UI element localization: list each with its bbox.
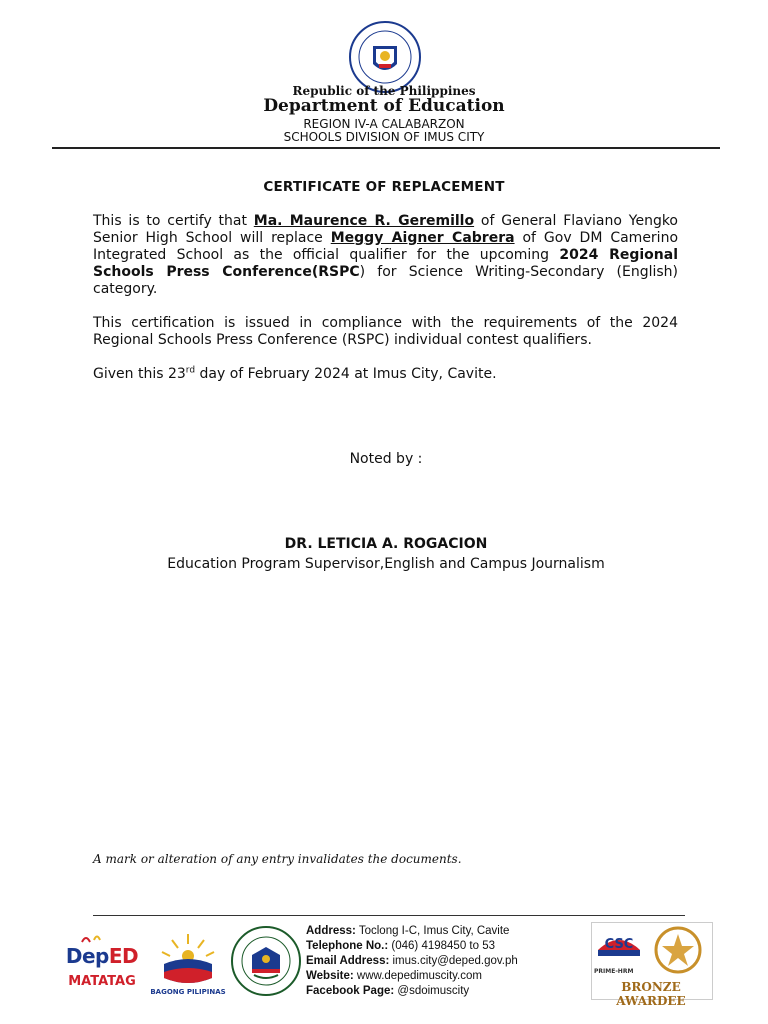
bagong-pilipinas-icon <box>150 928 226 990</box>
division-text: SCHOOLS DIVISION OF IMUS CITY <box>283 130 485 144</box>
p1-end: ) for Science Writing-Secondary (English) category. <box>93 264 679 297</box>
bagong-pilipinas-text: BAGONG PILIPINAS <box>150 988 226 996</box>
prime-hrm-text: PRIME-HRM <box>594 968 634 975</box>
facebook-line: Facebook Page: @sdoimuscity <box>306 985 470 997</box>
phone-line: Telephone No.: (046) 4198450 to 53 <box>306 940 495 952</box>
website-line: Website: www.depedimuscity.com <box>306 970 482 982</box>
matatag-logo: MATATAG <box>68 974 136 989</box>
region-text: REGION IV-A CALABARZON <box>303 117 465 131</box>
signatory-name: DR. LETICIA A. ROGACION <box>284 536 488 552</box>
ordinal-suffix: rd <box>185 365 196 376</box>
compliance-paragraph: This certification is issued in compliance with the requirements of the 2024 Regional Schools Press Conference (RSPC) individual contest qualifiers. <box>93 315 678 348</box>
p1-middle-1: of General Flaviano Yengko Senior High School will replace <box>93 213 678 246</box>
footer-divider <box>93 915 685 916</box>
division-seal-icon <box>230 925 302 997</box>
bronze-award-icon <box>650 924 706 976</box>
deped-seal-icon <box>348 20 422 94</box>
bronze-awardee-text: BRONZE AWARDEE <box>616 980 686 1008</box>
p1-middle-2: of Gov DM Camerino Integrated School as the official qualifier for the upcoming <box>93 230 679 263</box>
given-post: day of February 2024 at Imus City, Cavite. <box>195 366 497 382</box>
given-pre: Given this 23 <box>93 366 186 382</box>
address-line: Address: Toclong I-C, Imus City, Cavite <box>306 925 510 937</box>
p1-intro: This is to certify that <box>93 213 254 229</box>
certification-paragraph <box>93 213 678 298</box>
csc-text: CSC <box>604 937 634 952</box>
signatory-title: Education Program Supervisor,English and Campus Journalism <box>167 556 605 572</box>
noted-by-label: Noted by : <box>349 451 423 467</box>
header-divider <box>52 147 720 149</box>
certificate-title: CERTIFICATE OF REPLACEMENT <box>263 179 505 195</box>
contact-block <box>306 924 518 999</box>
republic-text: Republic of the Philippines <box>292 84 476 98</box>
given-date-paragraph <box>93 366 678 383</box>
csc-logo-icon <box>594 926 644 964</box>
replacement-name: Ma. Maurence R. Geremillo <box>253 213 475 229</box>
email-line: Email Address: imus.city@deped.gov.ph <box>306 955 518 967</box>
replaced-name: Meggy Aigner Cabrera <box>330 230 515 246</box>
deped-logo: DepED <box>65 944 139 968</box>
event-name: 2024 Regional Schools Press Conference(RSPC <box>93 247 678 280</box>
disclaimer-note: A mark or alteration of any entry invalidates the documents. <box>93 852 462 866</box>
department-text: Department of Education <box>263 96 505 116</box>
